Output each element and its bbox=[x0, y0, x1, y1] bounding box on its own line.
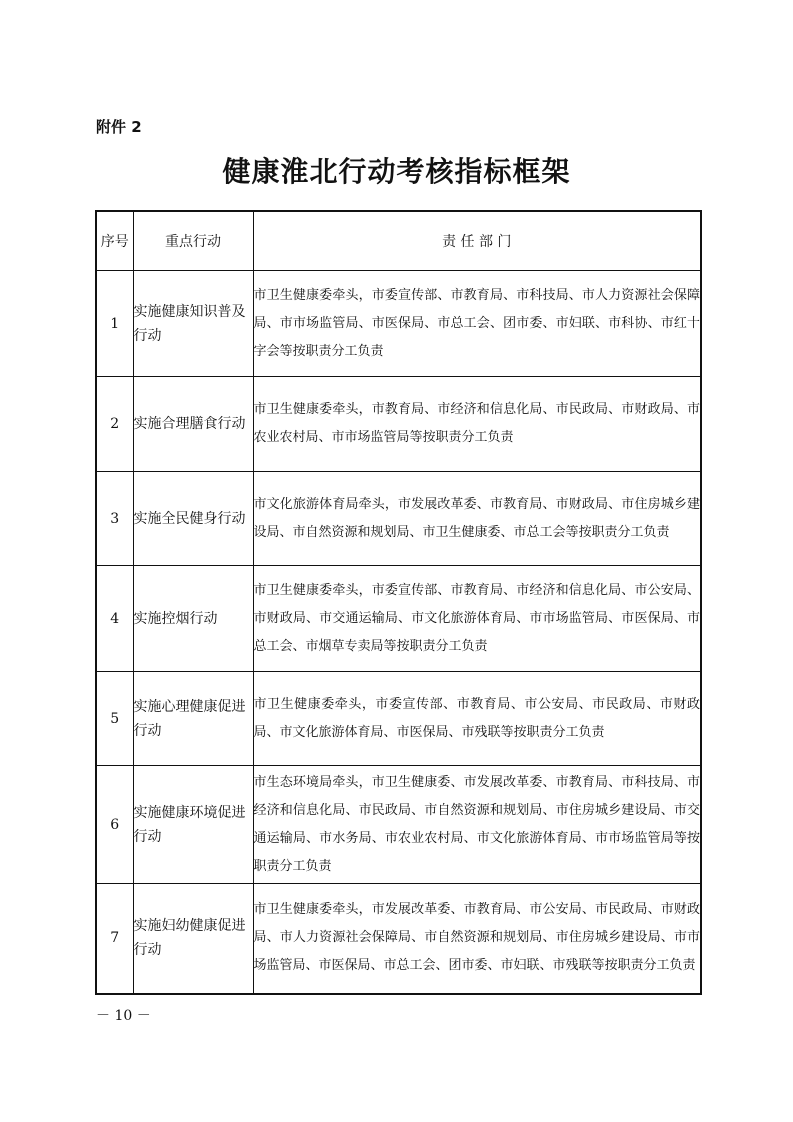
row-index: 6 bbox=[96, 766, 133, 884]
table-row bbox=[96, 472, 701, 566]
row-index: 4 bbox=[96, 566, 133, 672]
document-title: 健康淮北行动考核指标框架 bbox=[222, 155, 571, 188]
page-number: － 10 － bbox=[96, 1008, 151, 1024]
row-responsibility: 市卫生健康委牵头，市委宣传部、市教育局、市经济和信息化局、市公安局、市财政局、市交通运输局、市文化旅游体育局、市市场监管局、市医保局、市总工会、市烟草专卖局等按职责分工负责 bbox=[253, 566, 701, 672]
row-action: 实施心理健康促进行动 bbox=[133, 672, 253, 766]
assessment-framework-table bbox=[95, 210, 702, 995]
row-responsibility: 市卫生健康委牵头，市委宣传部、市教育局、市科技局、市人力资源社会保障局、市市场监管局、市医保局、市总工会、团市委、市妇联、市科协、市红十字会等按职责分工负责 bbox=[253, 271, 701, 377]
row-action: 实施健康环境促进行动 bbox=[133, 766, 253, 884]
row-action: 实施健康知识普及行动 bbox=[133, 271, 253, 377]
header-action: 重点行动 bbox=[133, 211, 253, 271]
row-action: 实施控烟行动 bbox=[133, 566, 253, 672]
row-index: 3 bbox=[96, 472, 133, 566]
table-row bbox=[96, 377, 701, 472]
row-responsibility: 市卫生健康委牵头，市委宣传部、市教育局、市公安局、市民政局、市财政局、市文化旅游体育局、市医保局、市残联等按职责分工负责 bbox=[253, 672, 701, 766]
row-action: 实施妇幼健康促进行动 bbox=[133, 884, 253, 994]
row-index: 1 bbox=[96, 271, 133, 377]
row-responsibility: 市卫生健康委牵头，市教育局、市经济和信息化局、市民政局、市财政局、市农业农村局、市市场监管局等按职责分工负责 bbox=[253, 377, 701, 472]
header-index: 序号 bbox=[96, 211, 133, 271]
row-responsibility: 市卫生健康委牵头，市发展改革委、市教育局、市公安局、市民政局、市财政局、市人力资源社会保障局、市自然资源和规划局、市住房城乡建设局、市市场监管局、市医保局、市总工会、团市委、市妇联、市残联等按职责分工负责 bbox=[253, 884, 701, 994]
row-index: 7 bbox=[96, 884, 133, 994]
table-row bbox=[96, 766, 701, 884]
table-header-row bbox=[96, 211, 701, 271]
table-row bbox=[96, 884, 701, 994]
row-action: 实施全民健身行动 bbox=[133, 472, 253, 566]
table-row bbox=[96, 566, 701, 672]
row-index: 5 bbox=[96, 672, 133, 766]
table-row bbox=[96, 271, 701, 377]
table-row bbox=[96, 672, 701, 766]
row-responsibility: 市文化旅游体育局牵头，市发展改革委、市教育局、市财政局、市住房城乡建设局、市自然资源和规划局、市卫生健康委、市总工会等按职责分工负责 bbox=[253, 472, 701, 566]
row-index: 2 bbox=[96, 377, 133, 472]
row-action: 实施合理膳食行动 bbox=[133, 377, 253, 472]
header-responsibility: 责 任 部 门 bbox=[253, 211, 701, 271]
row-responsibility: 市生态环境局牵头，市卫生健康委、市发展改革委、市教育局、市科技局、市经济和信息化局、市民政局、市自然资源和规划局、市住房城乡建设局、市交通运输局、市水务局、市农业农村局、市文化旅游体育局、市市场监管局等按职责分工负责 bbox=[253, 766, 701, 884]
attachment-label: 附件 2 bbox=[96, 118, 142, 136]
